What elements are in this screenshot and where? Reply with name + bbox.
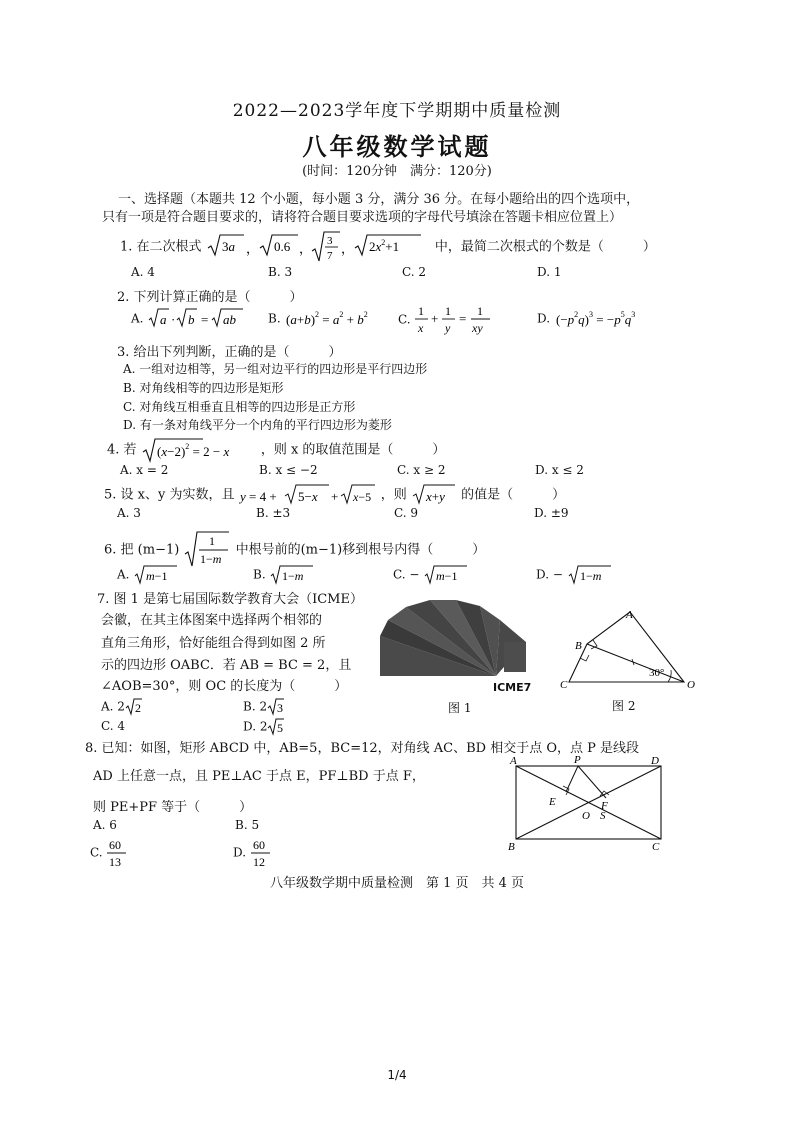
q1-radicals bbox=[206, 231, 431, 263]
q7-option-d[interactable] bbox=[243, 717, 285, 737]
svg-text:x−5: x−5 bbox=[352, 490, 371, 504]
page-indicator: 1/4 bbox=[387, 1068, 407, 1082]
q3-option-a[interactable]: A. 一组对边相等，另一组对边平行的四边形是平行四边形 bbox=[123, 362, 428, 376]
q6-option-c-formula bbox=[423, 564, 469, 586]
q2-option-b-formula bbox=[284, 306, 399, 332]
svg-text:5: 5 bbox=[277, 721, 284, 735]
q5-stem bbox=[104, 482, 565, 508]
q5-option-b[interactable]: B. ±3 bbox=[256, 506, 291, 520]
q7-option-b-radical bbox=[267, 697, 285, 717]
q2-option-d-formula bbox=[554, 306, 674, 332]
q8-line3: 则 PE+PF 等于（ ） bbox=[93, 800, 253, 815]
q4-equation bbox=[141, 436, 257, 464]
exam-time-info: (时间：120分钟 满分：120分) bbox=[302, 164, 492, 179]
q8-option-d-label: D. bbox=[233, 845, 247, 860]
q7-figure1-caption: 图 1 bbox=[448, 701, 472, 715]
q8-option-d-fraction bbox=[250, 836, 272, 870]
q5-stem-suffix: 的值是（ ） bbox=[461, 487, 566, 503]
page-footer: 八年级数学期中质量检测 第 1 页 共 4 页 bbox=[269, 876, 525, 891]
svg-text:S: S bbox=[600, 810, 606, 822]
svg-text:O: O bbox=[582, 810, 590, 822]
q1-option-a[interactable]: A. 4 bbox=[131, 265, 155, 279]
svg-text:1: 1 bbox=[445, 304, 452, 318]
svg-text:O: O bbox=[687, 679, 695, 691]
q7-figure1-icme-logo bbox=[376, 598, 532, 680]
q6-option-a-label: A. bbox=[117, 567, 130, 582]
q6-option-d[interactable] bbox=[536, 564, 613, 586]
q1-option-c[interactable]: C. 2 bbox=[402, 265, 427, 279]
q6-option-d-formula bbox=[567, 564, 613, 586]
svg-text:D: D bbox=[651, 755, 659, 767]
q6-radical bbox=[183, 530, 231, 570]
svg-text:12: 12 bbox=[252, 855, 265, 869]
svg-text:1−m: 1−m bbox=[579, 569, 602, 583]
q7-option-b[interactable] bbox=[243, 697, 285, 717]
q2-stem: 2. 下列计算正确的是（ ） bbox=[117, 290, 303, 305]
exam-year-line: 2022—2023学年度下学期期中质量检测 bbox=[232, 101, 562, 121]
q4-stem-prefix: 4. 若 bbox=[107, 442, 137, 458]
svg-text:1−m: 1−m bbox=[282, 569, 304, 583]
q6-option-a[interactable] bbox=[117, 564, 179, 586]
q2-option-a-formula bbox=[147, 306, 247, 332]
q2-option-a[interactable] bbox=[131, 306, 247, 332]
q5-equation bbox=[239, 482, 377, 508]
q2-option-b[interactable] bbox=[268, 306, 399, 332]
svg-text:1: 1 bbox=[477, 304, 484, 318]
svg-text:x+y: x+y bbox=[425, 489, 445, 504]
svg-text:·: · bbox=[171, 312, 176, 327]
svg-text:，: ， bbox=[245, 241, 259, 256]
svg-text:C: C bbox=[652, 841, 660, 853]
svg-text:60: 60 bbox=[109, 838, 122, 852]
q3-stem: 3. 给出下列判断，正确的是（ ） bbox=[117, 345, 342, 360]
svg-text:，: ， bbox=[298, 241, 312, 256]
svg-text:1: 1 bbox=[418, 304, 425, 318]
svg-text:E: E bbox=[549, 796, 556, 808]
q6-option-c[interactable] bbox=[393, 564, 469, 586]
q8-option-c-fraction bbox=[106, 836, 128, 870]
svg-text:(a+b)2 = a2 + b2: $(a+b)^2 = a^2 + b^2$ bbox=[286, 310, 369, 327]
q7-line2: 会徽，在其主体图案中选择两个相邻的 bbox=[101, 613, 323, 628]
q6-option-c-label: C. − bbox=[393, 567, 420, 582]
q6-option-a-formula bbox=[133, 564, 179, 586]
svg-text:y: y bbox=[445, 321, 451, 335]
q2-option-d[interactable] bbox=[537, 306, 674, 332]
q7-figure1-logo-text: ICME7 bbox=[493, 681, 532, 694]
svg-text:60: 60 bbox=[252, 838, 265, 852]
q2-option-c-formula bbox=[414, 302, 504, 338]
svg-text:m−1: m−1 bbox=[146, 569, 168, 583]
q7-line4: 示的四边形 OABC．若 AB = BC = 2，且 bbox=[101, 658, 352, 673]
q1-option-b[interactable]: B. 3 bbox=[268, 265, 293, 279]
q8-figure-rectangle bbox=[506, 754, 678, 854]
svg-text:=: = bbox=[201, 312, 209, 327]
q6-option-b-label: B. bbox=[253, 567, 266, 582]
svg-text:B: B bbox=[508, 841, 515, 853]
q5-option-a[interactable]: A. 3 bbox=[117, 506, 141, 520]
q7-figure2-quadrilateral bbox=[560, 606, 698, 692]
svg-text:F: F bbox=[601, 800, 608, 812]
q7-option-d-label: D. 2 bbox=[243, 719, 268, 734]
svg-text:+: + bbox=[330, 489, 338, 504]
svg-text:C: C bbox=[560, 679, 568, 691]
q7-option-c[interactable]: C. 4 bbox=[101, 719, 126, 733]
svg-text:1−m: 1−m bbox=[200, 552, 222, 566]
svg-text:B: B bbox=[575, 640, 582, 652]
q6-option-d-label: D. − bbox=[536, 567, 563, 582]
q8-option-b[interactable]: B. 5 bbox=[235, 818, 260, 832]
svg-text:m−1: m−1 bbox=[436, 569, 458, 583]
q5-expression bbox=[411, 482, 457, 508]
q3-option-c[interactable]: C. 对角线互相垂直且相等的四边形是正方形 bbox=[123, 400, 356, 414]
svg-text:b: b bbox=[188, 312, 195, 327]
section-heading-line2: 只有一项是符合题目要求的，请将符合题目要求选项的字母代号填涂在答题卡相应位置上） bbox=[102, 210, 623, 225]
svg-text:a: a bbox=[160, 312, 167, 327]
q1-stem bbox=[120, 231, 656, 263]
q4-option-d[interactable]: D. x ≤ 2 bbox=[535, 463, 584, 477]
svg-text:2: 2 bbox=[134, 701, 141, 715]
svg-text:3: 3 bbox=[277, 701, 284, 715]
q4-option-b[interactable]: B. x ≤ −2 bbox=[259, 463, 318, 477]
q8-line2: AD 上任意一点，且 PE⊥AC 于点 E，PF⊥BD 于点 F， bbox=[93, 769, 425, 784]
q6-stem-suffix: 中根号前的(m−1)移到根号内得（ ） bbox=[235, 542, 486, 558]
q2-option-a-label: A. bbox=[131, 311, 144, 326]
q8-line1: 8. 已知：如图，矩形 ABCD 中，AB=5，BC=12，对角线 AC、BD 相交于点 O，点 P 是线段 bbox=[85, 741, 640, 756]
q2-option-c-label: C. bbox=[398, 312, 411, 327]
q5-stem-prefix: 5. 设 x、y 为实数，且 bbox=[104, 487, 235, 503]
svg-text:(−p2q)3 = −p5q3: $(-p^2q)^3 = -p^5q^3$ bbox=[555, 310, 636, 327]
svg-text:1: 1 bbox=[209, 534, 216, 548]
q5-stem-mid: ，则 bbox=[380, 487, 407, 503]
svg-text:3a: 3a bbox=[221, 239, 235, 254]
svg-text:3: 3 bbox=[326, 235, 333, 247]
svg-text:A: A bbox=[626, 609, 633, 621]
q7-line3: 直角三角形，恰好能组合得到如图 2 所 bbox=[101, 636, 326, 651]
q4-stem-suffix: ，则 x 的取值范围是（ ） bbox=[260, 442, 446, 458]
q7-line1: 7. 图 1 是第七届国际数学教育大会（ICME） bbox=[97, 592, 363, 607]
q6-option-b-formula bbox=[269, 564, 315, 586]
section-heading-line1: 一、选择题（本题共 12 个小题，每小题 3 分，满分 36 分。在每小题给出的四个选项中， bbox=[118, 192, 640, 207]
q7-option-b-label: B. 2 bbox=[243, 699, 268, 714]
q7-option-d-radical bbox=[267, 717, 285, 737]
svg-text:(x−2)2 = 2 − x: $(x-2)^2 = 2 - x$ bbox=[156, 442, 229, 459]
svg-text:y = 4 +: y = 4 + bbox=[239, 489, 277, 504]
q8-option-d[interactable] bbox=[233, 836, 272, 870]
q1-stem-suffix: 中，最简二次根式的个数是（ ） bbox=[434, 239, 656, 255]
q3-option-b[interactable]: B. 对角线相等的四边形是矩形 bbox=[123, 381, 284, 395]
q5-option-c[interactable]: C. 9 bbox=[394, 506, 419, 520]
q4-option-c[interactable]: C. x ≥ 2 bbox=[397, 463, 446, 477]
svg-text:0.6: 0.6 bbox=[273, 239, 290, 254]
q2-option-b-label: B. bbox=[268, 311, 281, 326]
q3-option-d[interactable]: D. 有一条对角线平分一个内角的平行四边形为菱形 bbox=[123, 418, 392, 432]
q5-option-d[interactable]: D. ±9 bbox=[534, 506, 569, 520]
svg-text:+: + bbox=[431, 311, 439, 326]
q8-option-c-label: C. bbox=[90, 845, 103, 860]
q1-option-d[interactable]: D. 1 bbox=[537, 265, 562, 279]
exam-title: 八年级数学试题 bbox=[302, 132, 492, 161]
svg-text:2x2+1: $2x^2+1$ bbox=[368, 238, 399, 254]
q7-figure2-caption: 图 2 bbox=[612, 699, 636, 713]
q4-stem bbox=[107, 436, 445, 464]
svg-text:ab: ab bbox=[223, 312, 237, 327]
svg-text:7: 7 bbox=[326, 250, 333, 262]
q7-option-a-radical bbox=[125, 697, 143, 717]
svg-text:5−x: 5−x bbox=[297, 489, 318, 504]
q2-option-c[interactable] bbox=[398, 302, 504, 338]
q6-option-b[interactable] bbox=[253, 564, 315, 586]
q6-stem-prefix: 6. 把 (m−1) bbox=[104, 542, 180, 558]
q7-line5: ∠AOB=30°，则 OC 的长度为（ ） bbox=[101, 679, 348, 694]
svg-text:30°: 30° bbox=[649, 667, 665, 679]
svg-text:A: A bbox=[510, 755, 517, 767]
q7-option-a[interactable] bbox=[101, 697, 143, 717]
svg-text:=: = bbox=[459, 311, 467, 326]
q8-option-a[interactable]: A. 6 bbox=[93, 818, 117, 832]
svg-text:x: x bbox=[418, 321, 424, 335]
q2-option-d-label: D. bbox=[537, 311, 551, 326]
q7-option-a-label: A. 2 bbox=[101, 699, 125, 714]
q8-option-c[interactable] bbox=[90, 836, 128, 870]
svg-text:xy: xy bbox=[472, 321, 484, 335]
q4-option-a[interactable]: A. x = 2 bbox=[120, 463, 169, 477]
q1-stem-prefix: 1. 在二次根式 bbox=[120, 239, 202, 255]
svg-text:13: 13 bbox=[109, 855, 122, 869]
svg-text:P: P bbox=[574, 754, 581, 766]
svg-text:，: ， bbox=[340, 241, 354, 256]
